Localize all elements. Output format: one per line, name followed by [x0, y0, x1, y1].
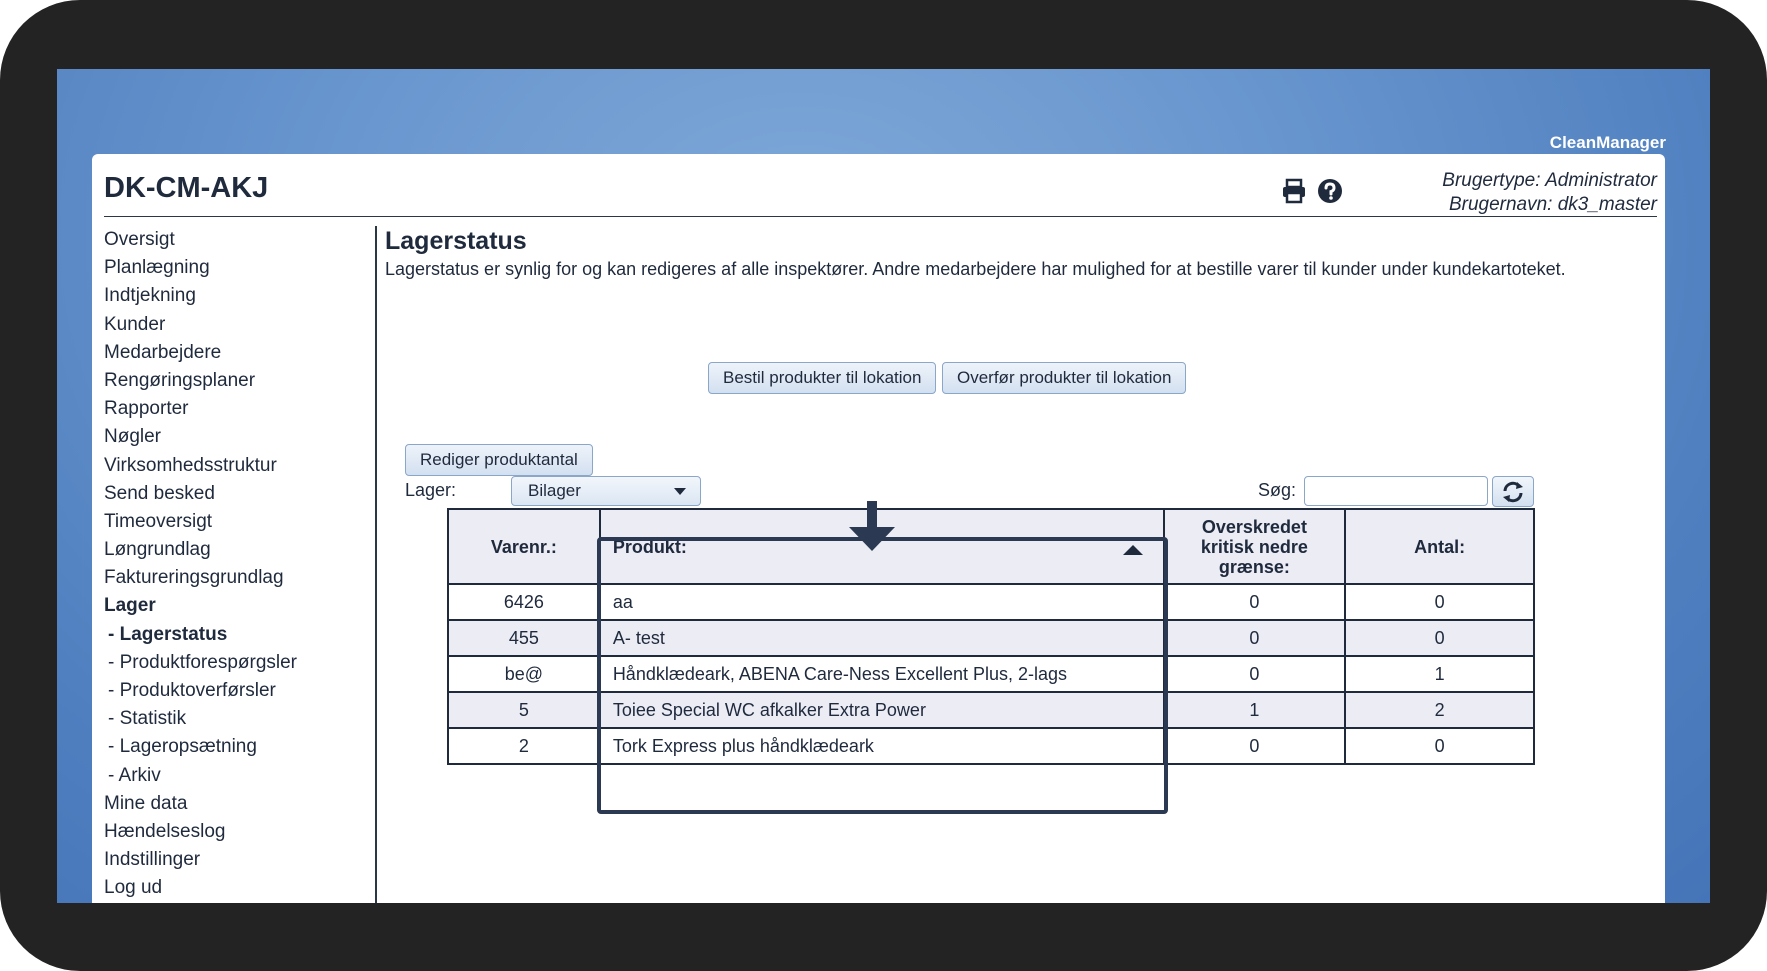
sidebar-item-planlaegning[interactable]: Planlægning: [104, 257, 210, 279]
column-header-antal[interactable]: Antal:: [1345, 509, 1534, 584]
cell-antal: 0: [1345, 620, 1534, 656]
sidebar-item-medarbejdere[interactable]: Medarbejdere: [104, 341, 222, 363]
page-title: Lagerstatus: [385, 227, 527, 255]
sidebar-item-arkiv[interactable]: - Arkiv: [108, 764, 161, 786]
sidebar-item-haendelseslog[interactable]: Hændelseslog: [104, 820, 226, 842]
refresh-icon: [1501, 481, 1525, 503]
sidebar-divider: [375, 226, 377, 903]
table-row[interactable]: [448, 728, 1534, 764]
column-header-varenr[interactable]: Varenr.:: [448, 509, 600, 584]
sidebar-item-faktureringsgrundlag[interactable]: Faktureringsgrundlag: [104, 567, 284, 589]
sidebar-item-virksomhedsstruktur[interactable]: Virksomhedsstruktur: [104, 454, 277, 476]
sidebar-item-loengrundlag[interactable]: Løngrundlag: [104, 539, 211, 561]
sidebar-item-lager[interactable]: Lager: [104, 595, 156, 617]
main-content: [385, 226, 1645, 756]
sidebar-item-produktforespoergsler[interactable]: - Produktforespørgsler: [108, 651, 298, 673]
table-row[interactable]: [448, 584, 1534, 620]
sidebar-item-kunder[interactable]: Kunder: [104, 313, 166, 335]
cell-varenr: 2: [448, 728, 600, 764]
page-description: Lagerstatus er synlig for og kan redigeres af alle inspektører. Andre medarbejdere har mulighed for at bestille varer til kunder under kundekartoteket.: [385, 259, 1566, 279]
print-icon[interactable]: [1281, 178, 1307, 204]
cell-antal: 1: [1345, 656, 1534, 692]
search-input[interactable]: [1304, 476, 1488, 506]
sidebar-item-oversigt[interactable]: Oversigt: [104, 229, 175, 250]
screen: [57, 69, 1710, 903]
search-label: Søg:: [1258, 480, 1297, 500]
cell-overskredet: 0: [1164, 728, 1346, 764]
sort-ascending-icon: [1123, 545, 1143, 555]
cell-antal: 0: [1345, 584, 1534, 620]
cell-overskredet: 0: [1164, 656, 1346, 692]
sidebar-item-lageropsaetning[interactable]: - Lageropsætning: [108, 736, 257, 758]
arrow-down-icon: [849, 501, 895, 553]
table-row[interactable]: [448, 656, 1534, 692]
sidebar-item-indstillinger[interactable]: Indstillinger: [104, 849, 201, 871]
user-name: Brugernavn: dk3_master: [1448, 194, 1657, 215]
cell-antal: 0: [1345, 728, 1534, 764]
table-header-row: [448, 509, 1534, 584]
sidebar-item-indtjekning[interactable]: Indtjekning: [104, 285, 196, 307]
site-title: DK-CM-AKJ: [104, 172, 269, 204]
transfer-products-button[interactable]: Overfør produkter til lokation: [942, 362, 1186, 394]
cell-produkt: A- test: [600, 620, 1164, 656]
header-divider: [104, 216, 1657, 217]
sidebar-item-lagerstatus[interactable]: - Lagerstatus: [108, 623, 228, 645]
table-row[interactable]: [448, 620, 1534, 656]
sidebar-item-noegler[interactable]: Nøgler: [104, 426, 162, 448]
order-products-button[interactable]: Bestil produkter til lokation: [708, 362, 936, 394]
cell-varenr: 6426: [448, 584, 600, 620]
sidebar-item-rengoeringsplaner[interactable]: Rengøringsplaner: [104, 369, 256, 391]
column-header-produkt-label: Produkt:: [612, 536, 687, 557]
sidebar-item-rapporter[interactable]: Rapporter: [104, 398, 189, 420]
cell-overskredet: 0: [1164, 620, 1346, 656]
stock-table: [447, 508, 1535, 765]
cell-overskredet: 1: [1164, 692, 1346, 728]
cell-produkt: Håndklædeark, ABENA Care-Ness Excellent Plus, 2-lags: [600, 656, 1164, 692]
user-info: [1442, 169, 1657, 217]
cell-produkt: aa: [600, 584, 1164, 620]
brand-label: CleanManager: [1549, 133, 1666, 152]
main-panel: [92, 154, 1665, 903]
sidebar-item-produktoverfoersler[interactable]: - Produktoverførsler: [108, 680, 276, 701]
edit-product-count-button[interactable]: Rediger produktantal: [405, 444, 593, 476]
table-row[interactable]: [448, 692, 1534, 728]
lager-select-value: Bilager: [528, 481, 581, 500]
help-icon[interactable]: [1317, 178, 1343, 204]
cell-varenr: be@: [448, 656, 600, 692]
cell-varenr: 5: [448, 692, 600, 728]
cell-overskredet: 0: [1164, 584, 1346, 620]
sidebar-item-timeoversigt[interactable]: Timeoversigt: [104, 510, 213, 532]
lager-select[interactable]: [511, 476, 701, 506]
sidebar-item-mine-data[interactable]: Mine data: [104, 792, 188, 814]
cell-antal: 2: [1345, 692, 1534, 728]
lager-label: Lager:: [405, 480, 457, 500]
cell-varenr: 455: [448, 620, 600, 656]
user-type: Brugertype: Administrator: [1442, 170, 1657, 191]
cell-produkt: Toiee Special WC afkalker Extra Power: [600, 692, 1164, 728]
cell-produkt: Tork Express plus håndklædeark: [600, 728, 1164, 764]
chevron-down-icon: [674, 488, 686, 495]
sidebar-item-log-ud[interactable]: Log ud: [104, 877, 163, 899]
sidebar: [104, 226, 354, 903]
refresh-button[interactable]: [1492, 476, 1534, 507]
sidebar-item-statistik[interactable]: - Statistik: [108, 708, 187, 730]
column-header-overskredet[interactable]: Overskredet kritisk nedre grænse:: [1164, 509, 1346, 584]
sidebar-item-send-besked[interactable]: Send besked: [104, 482, 215, 504]
